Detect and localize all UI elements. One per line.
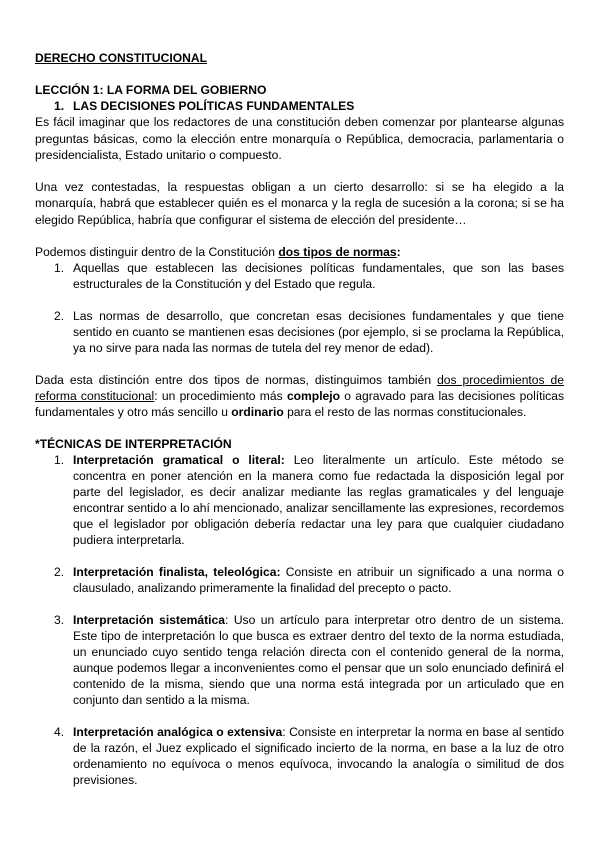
norm-item-1-line-2: estructurales de la Constitución y del Estado que regula. bbox=[73, 277, 376, 291]
technique-1-line-1: Interpretación gramatical o literal: Leo literalmente un artículo. Este método se bbox=[73, 453, 564, 467]
paragraph-2-line-2: monarquía, habrá que establecer quién es el monarca y la regla de sucesión a la corona; si se ha bbox=[35, 196, 564, 210]
technique-3-line-5: contenido de la misma, siendo que una norma está integrada por un articulado que en bbox=[73, 677, 564, 691]
technique-2-number: 2. bbox=[54, 565, 65, 579]
technique-3-line-6: conjunto dan sentido a la misma. bbox=[73, 693, 250, 707]
technique-3-line-2: Este tipo de interpretación lo que busca es extraer dentro del texto de la norma estudiada, bbox=[73, 629, 564, 643]
norm-item-2-line-2: sentido en cuanto se mantienen esas decisiones (por ejemplo, si se proclama la República, bbox=[73, 325, 564, 339]
technique-4-line-1: Interpretación analógica o extensiva: Consiste en interpretar la norma en base al sentido bbox=[73, 725, 564, 739]
technique-3-line-1: Interpretación sistemática: Uso un artículo para interpretar otro dentro de un sistema. bbox=[73, 613, 564, 627]
technique-3-number: 3. bbox=[54, 613, 65, 627]
technique-4-number: 4. bbox=[54, 725, 65, 739]
technique-2-line-1: Interpretación finalista, teleológica: Consiste en atribuir un significado a una norma o bbox=[73, 565, 564, 579]
technique-1-line-5: que el legislador por obligación debería redactar una ley para que cualquier ciudadano bbox=[73, 517, 564, 531]
document-title: DERECHO CONSTITUCIONAL bbox=[35, 51, 207, 65]
emphasis-two-norm-types: dos tipos de normas bbox=[278, 245, 397, 259]
technique-3-line-3: un enunciado cuyo sentido tenga relación directa con el contenido general de la norma, bbox=[73, 645, 564, 659]
technique-2-line-2: clausulado, analizando primeramente la finalidad del precepto o pacto. bbox=[73, 581, 452, 595]
section-heading: LAS DECISIONES POLÍTICAS FUNDAMENTALES bbox=[73, 99, 355, 113]
technique-1-line-4: encontrar sentido a lo ahí mencionado, analizar sencillamente las expresiones, recordemos bbox=[73, 501, 564, 515]
paragraph-4-line-3: fundamentales y otro más sencillo u ordinario para el resto de las normas constitucionales. bbox=[35, 405, 527, 419]
paragraph-2-line-3: elegido República, habría que configurar el sistema de elección del presidente… bbox=[35, 213, 467, 227]
paragraph-4-line-1: Dada esta distinción entre dos tipos de normas, distinguimos también dos procedimientos de bbox=[35, 373, 564, 387]
norm-item-2-line-1: Las normas de desarrollo, que concretan esas decisiones fundamentales y que tiene bbox=[73, 309, 564, 323]
paragraph-1-line-3: presidencialista, Estado unitario o compuesto. bbox=[35, 148, 282, 162]
paragraph-4-line-2: reforma constitucional: un procedimiento más complejo o agravado para las decisiones políticas bbox=[35, 389, 564, 403]
norm-item-2-number: 2. bbox=[54, 309, 65, 323]
technique-1-line-6: pudiera interpretarla. bbox=[73, 533, 185, 547]
technique-3-line-4: aunque podemos llegar a inconvenientes como el pensar que un solo enunciado definirá el bbox=[73, 661, 564, 675]
paragraph-1-line-2: preguntas básicas, como la elección entre monarquía o República, democracia, parlamentaria o bbox=[35, 132, 564, 146]
norm-item-1-number: 1. bbox=[54, 261, 65, 275]
technique-1-number: 1. bbox=[54, 453, 65, 467]
technique-1-line-3: parte del legislador, es decir analizar mediante las reglas gramaticales y del lenguaje bbox=[73, 485, 564, 499]
techniques-heading: *TÉCNICAS DE INTERPRETACIÓN bbox=[35, 437, 232, 451]
paragraph-2-line-1: Una vez contestadas, la respuestas obligan a un cierto desarrollo: si se ha elegido a la bbox=[35, 180, 564, 194]
technique-4-line-2: de la razón, el Juez explicado el significado incierto de la norma, en base a la luz de otro bbox=[73, 741, 564, 755]
section-number: 1. bbox=[54, 99, 65, 113]
paragraph-1-line-1: Es fácil imaginar que los redactores de una constitución deben comenzar por plantearse algunas bbox=[35, 115, 564, 129]
technique-4-line-4: previsiones. bbox=[73, 773, 138, 787]
paragraph-3: Podemos distinguir dentro de la Constitución dos tipos de normas: bbox=[35, 245, 401, 259]
norm-item-2-line-3: ya no sirve para nada las normas de tutela del rey menor de edad). bbox=[73, 341, 434, 355]
technique-1-line-2: concentra en poner atención en la manera como fue redactada la disposición legal por bbox=[73, 469, 564, 483]
norm-item-1-line-1: Aquellas que establecen las decisiones políticas fundamentales, que son las bases bbox=[73, 261, 564, 275]
lesson-title: LECCIÓN 1: LA FORMA DEL GOBIERNO bbox=[35, 83, 267, 97]
technique-4-line-3: ordenamiento no equívoca o menos equívoca, invocando la analogía o similitud de dos bbox=[73, 757, 564, 771]
